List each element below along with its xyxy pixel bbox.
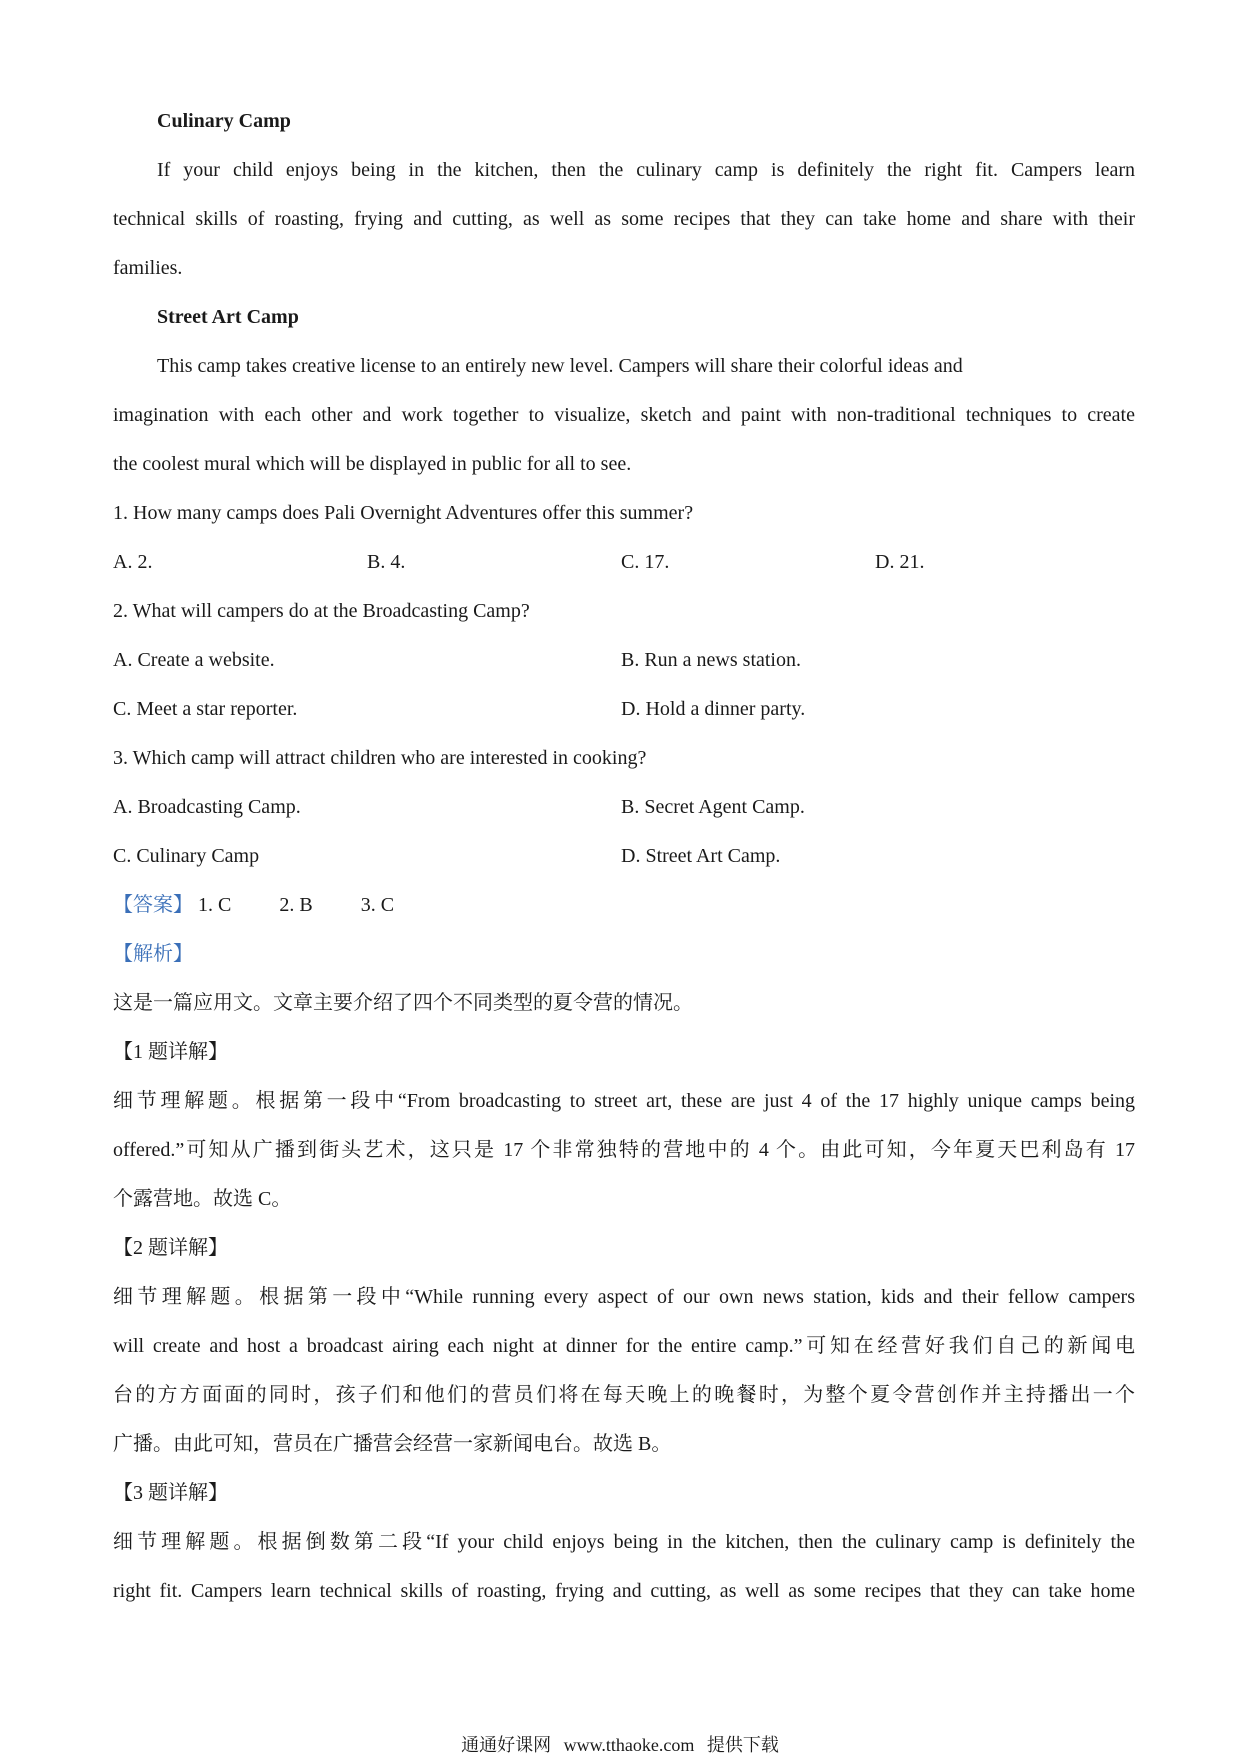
question-option: C. Culinary Camp [113,845,260,867]
question-stem: 3. Which camp will attract children who are interested in cooking? [113,747,647,769]
detail-title: 【2 题详解】 [113,1237,228,1259]
street-art-camp-heading: Street Art Camp [157,306,299,328]
culinary-camp-heading: Culinary Camp [157,110,291,132]
question-option: A. Broadcasting Camp. [113,796,301,818]
street-art-paragraph-line: the coolest mural which will be displayed in public for all to see. [113,453,632,475]
footer-url[interactable]: www.tthaoke.com [563,1735,695,1755]
culinary-paragraph-line: families. [113,257,183,279]
answer-row [113,892,394,918]
analysis-summary: 这是一篇应用文。文章主要介绍了四个不同类型的夏令营的情况。 [113,992,693,1014]
question-option: D. Hold a dinner party. [621,698,806,720]
detail-line: 细节理解题。根据第一段中“While running every aspect of our own news station, kids and their fellow campers [113,1286,1135,1308]
analysis-label: 【解析】 [113,943,193,965]
culinary-paragraph-line: If your child enjoys being in the kitchen, then the culinary camp is definitely the right fit. Campers learn [157,159,1135,181]
question-option: C. Meet a star reporter. [113,698,298,720]
detail-line: 细节理解题。根据倒数第二段“If your child enjoys being in the kitchen, then the culinary camp is definitely the [113,1531,1135,1553]
detail-line: right fit. Campers learn technical skills of roasting, frying and cutting, as well as some recipes that they can take home [113,1580,1135,1602]
street-art-paragraph-line: imagination with each other and work together to visualize, sketch and paint with non-traditional techniques to create [113,404,1135,426]
footer-brand: 通通好课网 [461,1735,552,1755]
question-option: C. 17. [621,551,670,573]
detail-title: 【1 题详解】 [113,1041,228,1063]
question-stem: 2. What will campers do at the Broadcasting Camp? [113,600,530,622]
footer-suffix: 提供下载 [706,1735,779,1755]
question-option: A. Create a website. [113,649,275,671]
detail-line: 广播。由此可知，营员在广播营会经营一家新闻电台。故选 B。 [113,1433,672,1455]
question-option: A. 2. [113,551,153,573]
page-footer [0,1731,1240,1757]
question-option: D. Street Art Camp. [621,845,781,867]
question-option: B. Run a news station. [621,649,801,671]
detail-line: offered.”可知从广播到街头艺术，这只是 17 个非常独特的营地中的 4 个。由此可知，今年夏天巴利岛有 17 [113,1139,1135,1161]
street-art-paragraph-line: This camp takes creative license to an entirely new level. Campers will share their colorful ideas and [157,355,963,377]
detail-title: 【3 题详解】 [113,1482,228,1504]
detail-line: 细节理解题。根据第一段中“From broadcasting to street art, these are just 4 of the 17 highly unique camps being [113,1090,1135,1112]
question-option: D. 21. [875,551,925,573]
detail-line: 个露营地。故选 C。 [113,1188,292,1210]
answer-item: 1. C [198,894,232,916]
culinary-paragraph-line: technical skills of roasting, frying and cutting, as well as some recipes that they can take home and share with their [113,208,1135,230]
answer-item: 3. C [360,894,395,916]
answer-item: 2. B [279,894,313,916]
detail-line: will create and host a broadcast airing each night at dinner for the entire camp.”可知在经营好我们自己的新闻电 [113,1335,1135,1357]
detail-line: 台的方方面面的同时，孩子们和他们的营员们将在每天晚上的晚餐时，为整个夏令营创作并主持播出一个 [113,1384,1135,1406]
answer-label: 【答案】 [113,894,193,916]
question-option: B. Secret Agent Camp. [621,796,805,818]
question-option: B. 4. [367,551,406,573]
question-stem: 1. How many camps does Pali Overnight Adventures offer this summer? [113,502,694,524]
